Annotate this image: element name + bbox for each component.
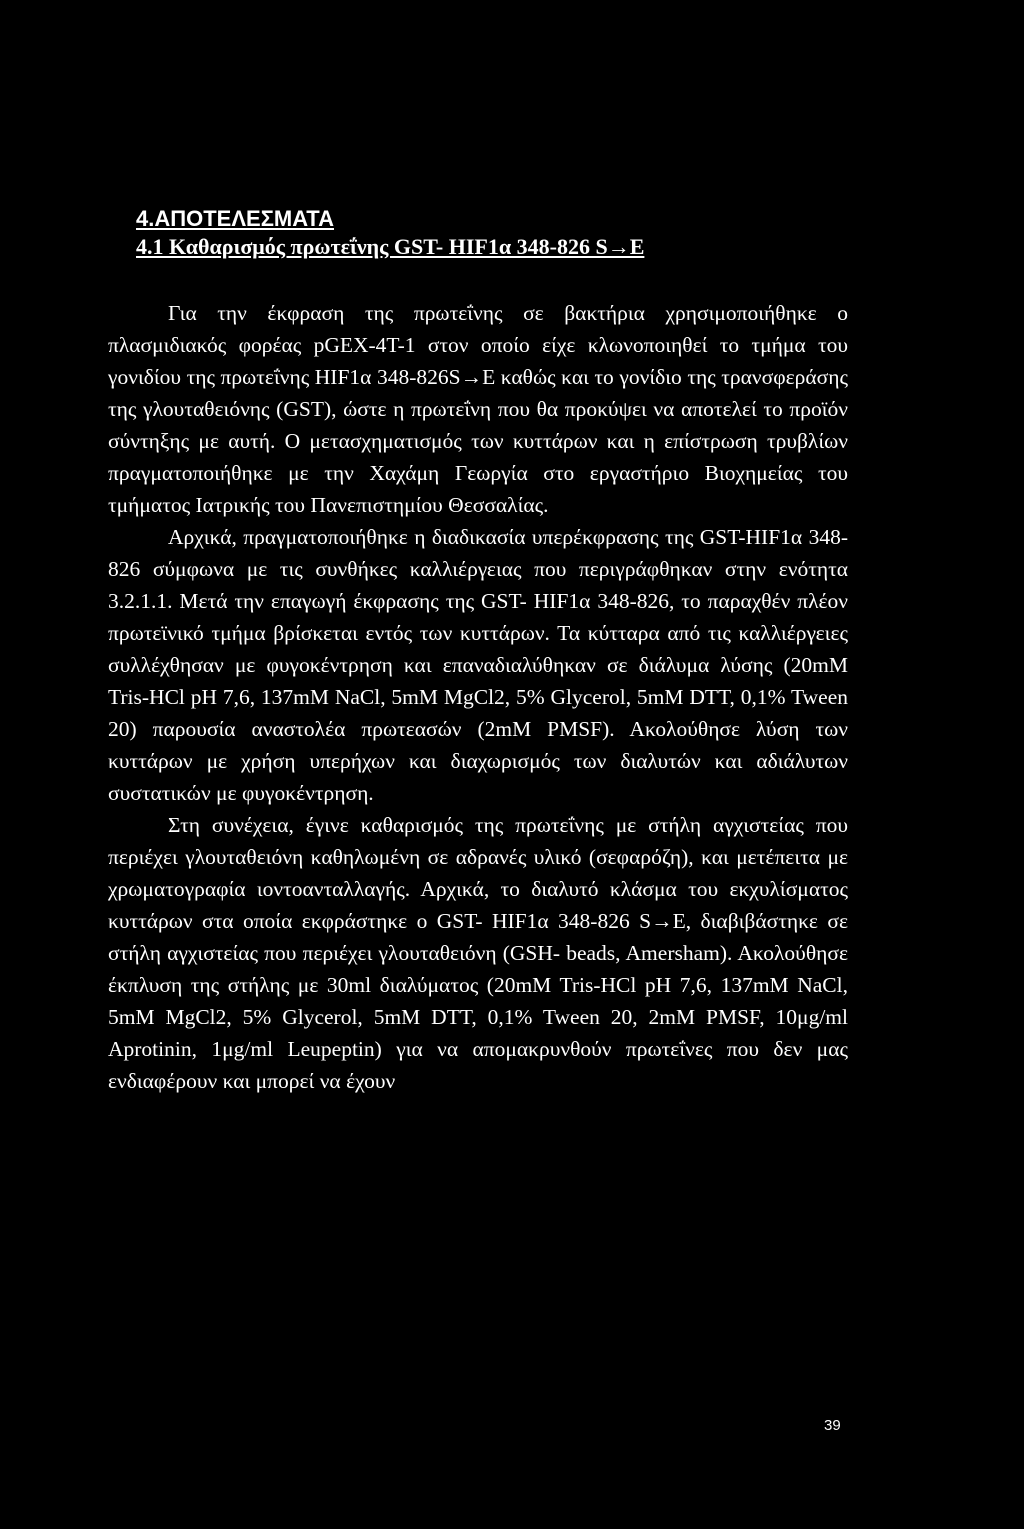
paragraph: Στη συνέχεια, έγινε καθαρισμός της πρωτεΐνης με στήλη αγχιστείας που περιέχει γλουταθειόνη καθηλωμένη σε αδρανές υλικό (σεφαρόζη), και μετέπειτα με χρωματογραφία ιοντοανταλλαγής. Αρχικά, το διαλυτό κλάσμα του εκχυλίσματος κυττάρων στα οποία εκφράστηκε ο GST- HIF1α 348-826 S→E, διαβιβάστηκε σε στήλη αγχιστείας που περιέχει γλουταθειόνη (GSH- beads, Amersham). Ακολούθησε έκπλυση της στήλης με 30ml διαλύματος (20mM Tris-HCl pH 7,6, 137mM NaCl, 5mM MgCl2, 5% Glycerol, 5mM DTT, 0,1% Tween 20, 2mM PMSF, 10μg/ml Aprotinin, 1μg/ml Leupeptin) για να απομακρυνθούν πρωτεΐνες που δεν μας ενδιαφέρουν και μπορεί να έχουν bbox=[108, 813, 848, 1093]
section-title: 4.1 Καθαρισμός πρωτεΐνης GST- HIF1α 348-826 S→E bbox=[136, 234, 645, 259]
chapter-title: 4.ΑΠΟΤΕΛΕΣΜΑΤΑ bbox=[136, 206, 334, 231]
page-number: 39 bbox=[824, 1417, 841, 1434]
document-page bbox=[108, 205, 848, 1097]
paragraph: Αρχικά, πραγματοποιήθηκε η διαδικασία υπερέκφρασης της GST-HIF1α 348-826 σύμφωνα με τις συνθήκες καλλιέργειας που περιγράφθηκαν στην ενότητα 3.2.1.1. Μετά την επαγωγή έκφρασης της GST- HIF1α 348-826, το παραχθέν πλέον πρωτεϊνικό τμήμα βρίσκεται εντός των κυττάρων. Τα κύτταρα από τις καλλιέργειες συλλέχθησαν με φυγοκέντρηση και επαναδιαλύθηκαν σε διάλυμα λύσης (20mM Tris-HCl pH 7,6, 137mM NaCl, 5mM MgCl2, 5% Glycerol, 5mM DTT, 0,1% Tween 20) παρουσία αναστολέα πρωτεασών (2mM PMSF). Ακολούθησε λύση των κυττάρων με χρήση υπερήχων και διαχωρισμός των διαλυτών και αδιάλυτων συστατικών με φυγοκέντρηση. bbox=[108, 525, 848, 805]
body-text bbox=[108, 297, 848, 1097]
paragraph: Για την έκφραση της πρωτεΐνης σε βακτήρια χρησιμοποιήθηκε ο πλασμιδιακός φορέας pGEX-4T-1 στον οποίο είχε κλωνοποιηθεί το τμήμα του γονιδίου της πρωτεΐνης HIF1α 348-826S→E καθώς και το γονίδιο της τρανσφεράσης της γλουταθειόνης (GST), ώστε η πρωτεΐνη που θα προκύψει να αποτελεί το προϊόν σύντηξης με αυτή. Ο μετασχηματισμός των κυττάρων και η επίστρωση τρυβλίων πραγματοποιήθηκε με την Χαχάμη Γεωργία στο εργαστήριο Βιοχημείας του τμήματος Ιατρικής του Πανεπιστημίου Θεσσαλίας. bbox=[108, 301, 848, 517]
